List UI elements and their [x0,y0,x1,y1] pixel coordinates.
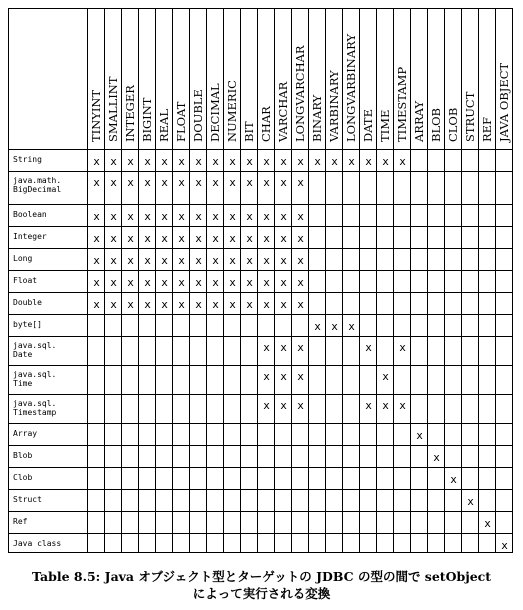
conversion-mark: x [161,276,168,289]
conversion-mark: x [297,298,304,311]
conversion-mark: x [382,155,389,168]
conversion-mark: x [161,254,168,267]
conversion-mark: x [467,495,474,508]
conversion-mark: x [365,155,372,168]
row-divider [8,314,513,315]
conversion-mark: x [229,254,236,267]
conversion-mark: x [297,232,304,245]
conversion-mark: x [297,341,304,354]
column-header [495,16,512,156]
column-header [444,16,461,156]
conversion-mark: x [229,210,236,223]
conversion-mark: x [501,539,508,552]
conversion-mark: x [399,341,406,354]
column-header-label: TINYINT [88,89,103,142]
column-header-label: DECIMAL [207,83,222,142]
conversion-mark: x [280,210,287,223]
row-divider [8,423,513,424]
column-header [427,16,444,156]
conversion-mark: x [280,341,287,354]
conversion-mark: x [263,276,270,289]
row-divider [8,248,513,249]
table-border-top [8,8,513,9]
conversion-mark: x [229,298,236,311]
conversion-mark: x [93,176,100,189]
column-header [461,16,478,156]
conversion-mark: x [382,370,389,383]
row-label: Struct [13,495,42,504]
column-header-label: BIT [241,121,256,142]
conversion-mark: x [399,399,406,412]
caption-line-1: Table 8.5: Java オブジェクト型とターゲットの JDBC の型の間で setObject [31,569,492,584]
row-label: Long [13,254,33,263]
conversion-mark: x [195,276,202,289]
conversion-mark: x [297,399,304,412]
column-header-label: BLOB [428,108,443,142]
column-header-label: CHAR [258,106,273,142]
column-header-label: REAL [156,109,171,142]
conversion-mark: x [127,155,134,168]
conversion-mark: x [110,254,117,267]
conversion-mark: x [127,298,134,311]
row-label: Array [13,429,38,438]
column-header [342,16,359,156]
conversion-mark: x [263,232,270,245]
conversion-mark: x [195,298,202,311]
conversion-mark: x [178,276,185,289]
conversion-mark: x [110,210,117,223]
column-header-label: INTEGER [122,85,137,142]
conversion-mark: x [212,254,219,267]
row-label: java.sql. Timestamp [13,399,57,417]
conversion-mark: x [314,155,321,168]
row-divider [8,489,513,490]
conversion-mark: x [212,232,219,245]
conversion-mark: x [93,155,100,168]
conversion-mark: x [110,232,117,245]
column-header-label: LONGVARCHAR [292,45,307,142]
column-header [189,16,206,156]
row-label: Boolean [13,210,47,219]
conversion-mark: x [246,232,253,245]
conversion-mark: x [110,176,117,189]
column-header-label: REF [479,116,494,142]
conversion-mark: x [297,276,304,289]
conversion-mark: x [144,276,151,289]
conversion-mark: x [195,232,202,245]
conversion-mark: x [144,155,151,168]
column-header [478,16,495,156]
row-divider [8,511,513,512]
column-header [87,16,104,156]
conversion-mark: x [297,254,304,267]
conversion-mark: x [280,254,287,267]
conversion-mark: x [144,210,151,223]
row-label: java.math. BigDecimal [13,176,62,194]
conversion-mark: x [178,232,185,245]
conversion-mark: x [127,210,134,223]
row-divider [8,292,513,293]
conversion-mark: x [382,399,389,412]
conversion-mark: x [127,254,134,267]
conversion-mark: x [331,155,338,168]
row-divider [8,171,513,172]
row-label: Clob [13,473,33,482]
conversion-mark: x [450,473,457,486]
conversion-mark: x [212,176,219,189]
conversion-mark: x [229,276,236,289]
column-header-label: TIMESTAMP [394,66,409,142]
conversion-mark: x [212,155,219,168]
conversion-mark: x [246,155,253,168]
table-border-bottom [8,552,513,553]
conversion-mark: x [144,254,151,267]
column-header [291,16,308,156]
column-header [104,16,121,156]
column-header-label: BINARY [309,94,324,142]
conversion-mark: x [365,341,372,354]
column-header-label: TIME [377,109,392,142]
conversion-mark: x [93,232,100,245]
conversion-mark: x [195,155,202,168]
conversion-mark: x [263,254,270,267]
conversion-mark: x [416,429,423,442]
column-header-label: STRUCT [462,91,477,142]
conversion-mark: x [144,176,151,189]
conversion-mark: x [433,451,440,464]
conversion-mark: x [110,276,117,289]
row-label: Float [13,276,38,285]
conversion-mark: x [348,155,355,168]
conversion-mark: x [212,210,219,223]
conversion-mark: x [161,232,168,245]
conversion-mark: x [297,370,304,383]
conversion-mark: x [263,210,270,223]
conversion-mark: x [127,276,134,289]
conversion-mark: x [263,155,270,168]
column-header-label: NUMERIC [224,80,239,142]
conversion-mark: x [263,399,270,412]
column-header-label: ARRAY [411,100,426,142]
column-header-label: VARCHAR [275,81,290,142]
column-header [325,16,342,156]
conversion-mark: x [280,276,287,289]
conversion-mark: x [246,276,253,289]
conversion-mark: x [263,370,270,383]
row-divider [8,533,513,534]
conversion-mark: x [246,176,253,189]
column-header-label: DATE [360,109,375,142]
row-label: byte[] [13,320,42,329]
column-header-label: CLOB [445,107,460,142]
column-header [155,16,172,156]
caption-line-2: によって実行される変換 [192,586,331,601]
row-divider [8,270,513,271]
conversion-mark: x [212,298,219,311]
row-divider [8,445,513,446]
column-header-label: SMALLINT [105,76,120,142]
conversion-mark: x [195,176,202,189]
conversion-mark: x [144,232,151,245]
row-label: java.sql. Date [13,341,57,359]
conversion-mark: x [246,298,253,311]
conversion-mark: x [161,298,168,311]
conversion-mark: x [161,155,168,168]
conversion-mark: x [178,254,185,267]
column-header [376,16,393,156]
conversion-mark: x [399,155,406,168]
column-header [206,16,223,156]
column-header [308,16,325,156]
column-header [359,16,376,156]
conversion-mark: x [280,298,287,311]
table-border-right [512,8,513,553]
conversion-mark: x [212,276,219,289]
row-label: Double [13,298,42,307]
conversion-mark: x [229,176,236,189]
conversion-mark: x [127,176,134,189]
row-label: String [13,155,42,164]
column-header [223,16,240,156]
conversion-mark: x [314,320,321,333]
conversion-mark: x [110,155,117,168]
column-header-label: DOUBLE [190,89,205,142]
row-divider [8,394,513,395]
conversion-mark: x [127,232,134,245]
conversion-mark: x [93,210,100,223]
column-header [410,16,427,156]
conversion-mark: x [297,210,304,223]
header-divider [8,149,513,150]
conversion-mark: x [178,298,185,311]
row-label: Ref [13,517,28,526]
column-header [121,16,138,156]
column-header-label: JAVA OBJECT [496,62,511,142]
conversion-mark: x [246,210,253,223]
conversion-mark: x [280,232,287,245]
conversion-mark: x [178,176,185,189]
conversion-mark: x [161,176,168,189]
conversion-mark: x [93,276,100,289]
column-header [240,16,257,156]
conversion-mark: x [280,370,287,383]
row-label: Java class [13,539,62,548]
conversion-mark: x [93,254,100,267]
column-header [172,16,189,156]
conversion-mark: x [93,298,100,311]
conversion-mark: x [280,176,287,189]
conversion-mark: x [110,298,117,311]
conversion-mark: x [348,320,355,333]
conversion-mark: x [178,155,185,168]
conversion-mark: x [263,341,270,354]
row-divider [8,204,513,205]
row-divider [8,365,513,366]
column-header [274,16,291,156]
conversion-mark: x [297,155,304,168]
row-label: Integer [13,232,47,241]
row-divider [8,467,513,468]
row-divider [8,336,513,337]
column-header [393,16,410,156]
conversion-mark: x [246,254,253,267]
table-caption [0,568,523,602]
column-header-label: BIGINT [139,97,154,142]
conversion-mark: x [229,232,236,245]
column-header [257,16,274,156]
conversion-mark: x [195,254,202,267]
conversion-mark: x [263,176,270,189]
conversion-mark: x [365,399,372,412]
row-divider [8,226,513,227]
conversion-mark: x [280,155,287,168]
conversion-mark: x [280,399,287,412]
column-header [138,16,155,156]
conversion-mark: x [229,155,236,168]
conversion-table [8,8,513,553]
column-header-label: LONGVARBINARY [343,33,358,142]
table-border-left [8,8,9,553]
row-label: Blob [13,451,33,460]
conversion-mark: x [331,320,338,333]
column-header-label: FLOAT [173,101,188,142]
conversion-mark: x [144,298,151,311]
conversion-mark: x [178,210,185,223]
conversion-mark: x [263,298,270,311]
conversion-mark: x [195,210,202,223]
column-header-label: VARBINARY [326,70,341,142]
row-label: java.sql. Time [13,370,57,388]
conversion-mark: x [484,517,491,530]
conversion-mark: x [161,210,168,223]
conversion-mark: x [297,176,304,189]
